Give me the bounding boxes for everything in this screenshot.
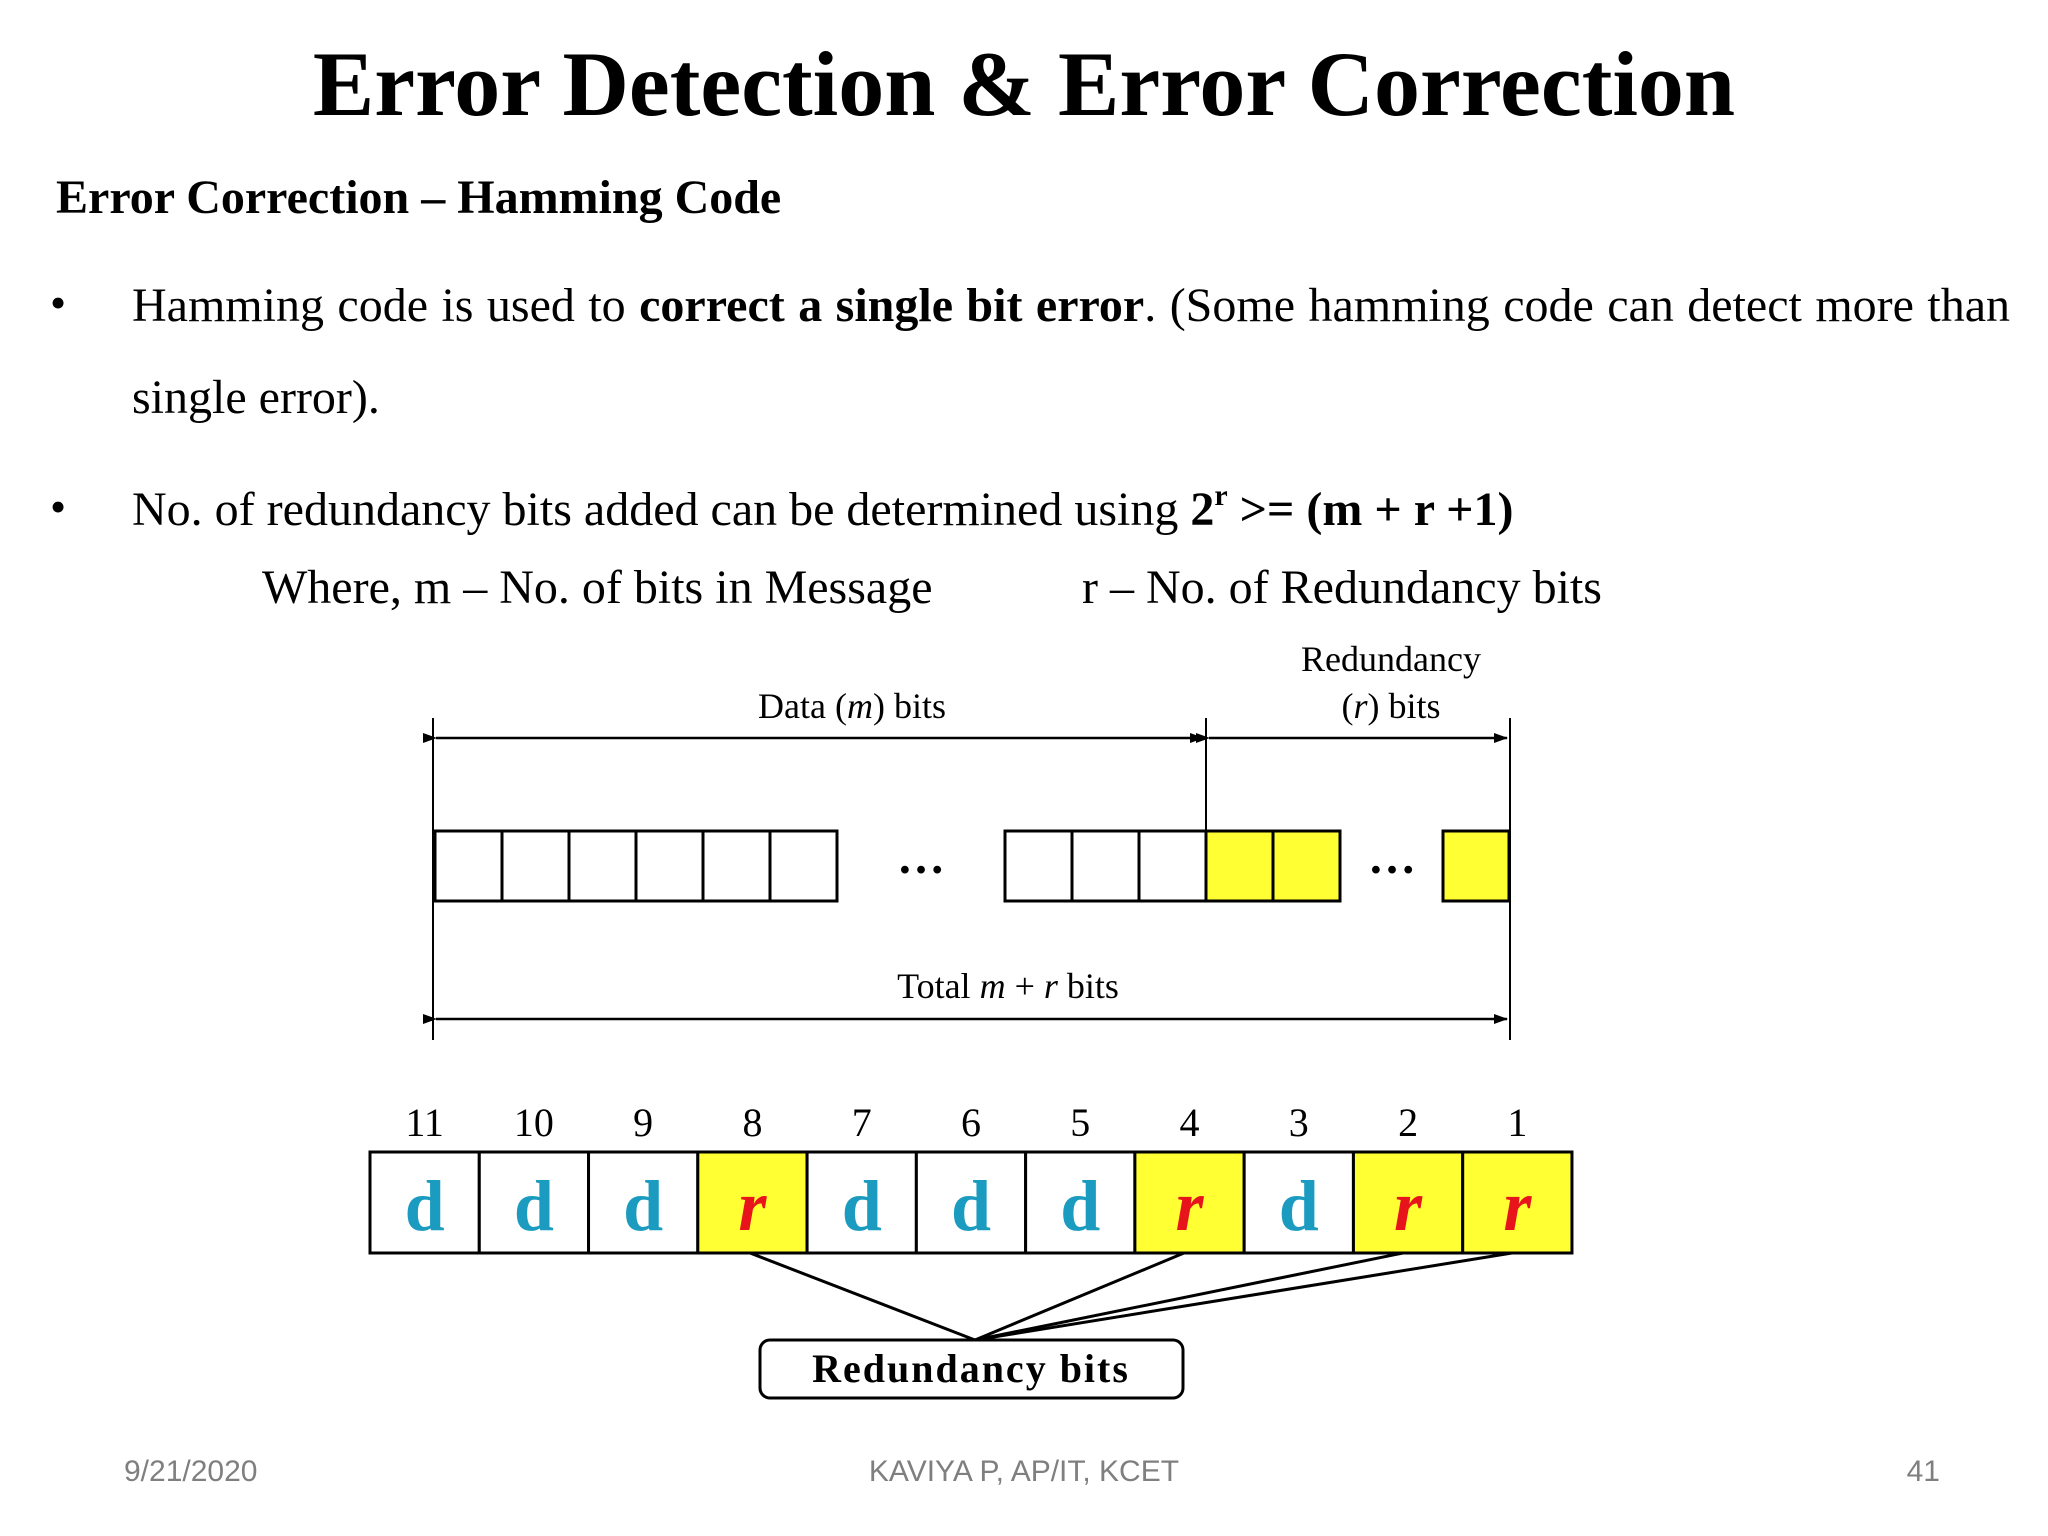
bit-position-label: 3 <box>1288 1100 1309 1145</box>
footer-author: KAVIYA P, AP/IT, KCET <box>868 1455 1180 1488</box>
where-r-definition: r – No. of Redundancy bits <box>1082 561 1602 614</box>
bit-position-label: 9 <box>633 1100 654 1145</box>
redundancy-bits-box-label: Redundancy bits <box>812 1346 1130 1391</box>
bit-position-label: 8 <box>742 1100 763 1145</box>
bit-position-label: 1 <box>1507 1100 1528 1145</box>
formula-base: 2 <box>1190 483 1215 536</box>
redundancy-bit-letter: r <box>1503 1166 1532 1246</box>
ellipsis-data: … <box>897 831 945 884</box>
bullet-1-post: . (Some hamming code can detect more than single error). <box>132 279 2011 424</box>
bit-position-label: 10 <box>513 1100 554 1145</box>
field-layout-diagram <box>433 639 1510 1040</box>
slide-title: Error Detection & Error Correction <box>312 33 1736 135</box>
redundancy-label-line2: (r) bits <box>1341 686 1441 726</box>
bit-position-label: 11 <box>405 1100 444 1145</box>
connector-lines <box>750 1253 1512 1340</box>
footer-date: 9/21/2020 <box>124 1455 258 1488</box>
redundancy-cells <box>1206 831 1509 901</box>
bit-position-label: 6 <box>960 1100 981 1145</box>
where-m-definition: Where, m – No. of bits in Message <box>262 561 933 614</box>
redundancy-bit-letter: r <box>1394 1166 1423 1246</box>
data-cells-left <box>435 831 837 901</box>
data-cells-right <box>1005 831 1206 901</box>
redundancy-label-line1: Redundancy <box>1301 639 1481 679</box>
bullet-1-pre: Hamming code is used to <box>132 279 640 332</box>
data-bit-letter: d <box>841 1166 882 1246</box>
redundancy-bit-letter: r <box>1175 1166 1204 1246</box>
formula-rest: >= (m + r +1) <box>1227 483 1514 536</box>
bit-position-label: 2 <box>1398 1100 1419 1145</box>
bit-position-label: 7 <box>851 1100 872 1145</box>
data-bit-letter: d <box>623 1166 664 1246</box>
slide-subtitle: Error Correction – Hamming Code <box>56 171 782 224</box>
formula-sup: r <box>1214 479 1228 512</box>
data-bit-letter: d <box>950 1166 992 1246</box>
bit-position-diagram <box>370 1100 1572 1253</box>
data-bit-letter: d <box>1278 1166 1319 1246</box>
redundancy-bit-letter: r <box>738 1166 767 1246</box>
bullet-1-bold: correct a single bit error <box>639 279 1145 332</box>
data-bit-letter: d <box>513 1166 554 1246</box>
ellipsis-redundancy: … <box>1368 831 1416 884</box>
footer-page-number: 41 <box>1906 1455 1940 1488</box>
data-bits-label: Data (m) bits <box>758 686 946 726</box>
data-bit-letter: d <box>404 1166 445 1246</box>
total-bits-label: Total m + r bits <box>897 966 1119 1006</box>
bullet-marker-1: • <box>50 277 67 328</box>
data-bit-letter: d <box>1060 1166 1101 1246</box>
bit-position-label: 5 <box>1070 1100 1091 1145</box>
bit-position-label: 4 <box>1179 1100 1200 1145</box>
bullet-marker-2: • <box>50 481 67 532</box>
bullet-2-pre: No. of redundancy bits added can be determined using <box>132 483 1191 536</box>
